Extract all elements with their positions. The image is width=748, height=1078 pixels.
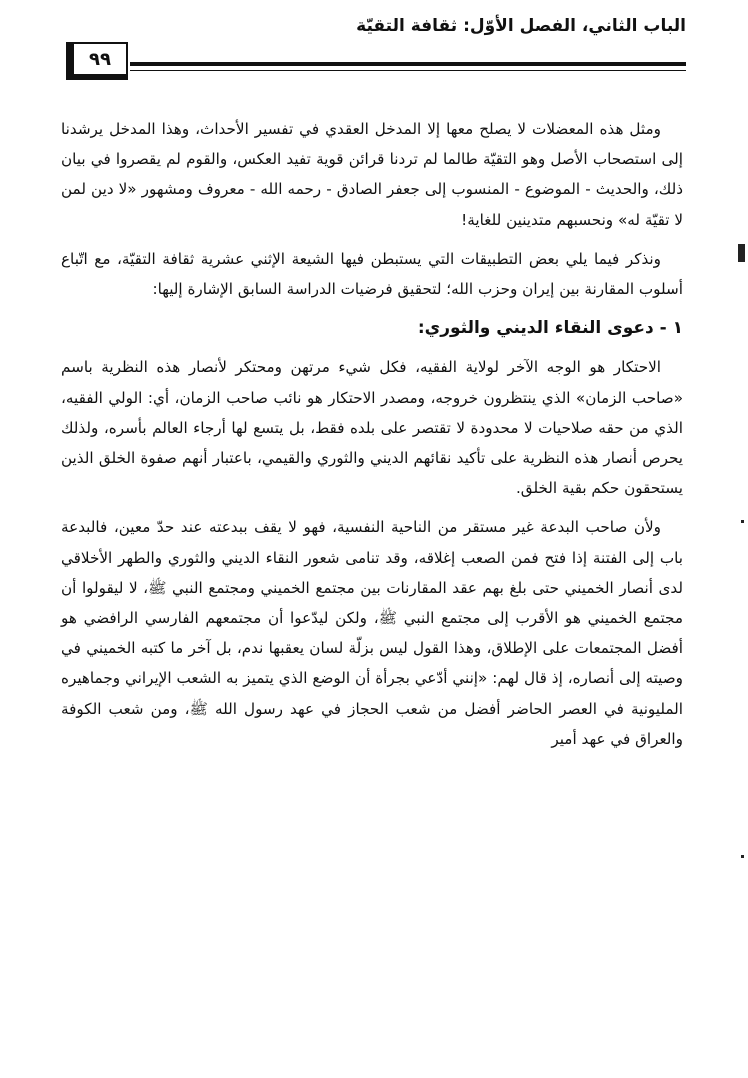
section-heading: ١ - دعوى النقاء الديني والثوري:	[417, 318, 683, 339]
body-text	[61, 114, 683, 754]
paragraph: ولأن صاحب البدعة غير مستقر من الناحية النفسية، فهو لا يقف ببدعته عند حدّ معين، فالبدعة باب إلى الفتنة إذا فتح فمن الصعب إغلاقه، وقد تنامى شعور النقاء الديني والثوري والطهر الأخلاقي لدى أنصار الخميني حتى بلغ بهم عقد المقارنات بين مجتمع الخميني ومجتمع النبي ﷺ، لا ليقولوا أن مجتمع الخميني هو الأقرب إلى مجتمع النبي ﷺ، ولكن ليدّعوا أن مجتمعهم الفارسي الرافضي هو أفضل المجتمعات على الإطلاق، وهذا القول ليس بزلّة لسان يعقبها ندم، بل آخر ما كتبه الخميني في وصيته إلى أنصاره، إذ قال لهم: «إنني أدّعي بجرأة أن الوضع الذي يتميز به الشعب الإيراني وجماهيره المليونية في العصر الحاضر أفضل من شعب الحجاز في عهد رسول الله ﷺ، ومن شعب الكوفة والعراق في عهد أمير	[61, 518, 683, 748]
page-number: ٩٩	[66, 42, 128, 80]
scan-speck	[738, 244, 745, 262]
header-rule-thin	[130, 70, 686, 71]
paragraph: الاحتكار هو الوجه الآخر لولاية الفقيه، فكل شيء مرتهن ومحتكر لأنصار هذه النظرية باسم «صاحب الزمان» الذي ينتظرون خروجه، ومصدر الاحتكار هو نائب صاحب الزمان، أي: الولي الفقيه، الذي من حقه صلاحيات لا محدودة لا تقتصر على بلده فقط، بل يتسع لها أرجاء العالم بأسره، ولذلك يحرص أنصار هذه النظرية على تأكيد نقائهم الديني والثوري والقيمي، باعتبار أنهم صفوة الخلق الذين يستحقون حكم بقية الخلق.	[61, 358, 683, 498]
scan-speck	[741, 855, 744, 858]
paragraph: ونذكر فيما يلي بعض التطبيقات التي يستبطن فيها الشيعة الإثني عشرية ثقافة التقيّة، مع اتّباع أسلوب المقارنة بين إيران وحزب الله؛ لتحقيق فرضيات الدراسة السابق الإشارة إليها:	[61, 249, 683, 299]
header-rule	[130, 62, 686, 66]
scan-speck	[741, 520, 744, 523]
paragraph: ومثل هذه المعضلات لا يصلح معها إلا المدخل العقدي في تفسير الأحداث، وهذا المدخل يرشدنا إلى استصحاب الأصل وهو التقيّة طالما لم تردنا قرائن قوية تفيد العكس، والقوم لم يقصروا في بيان ذلك، والحديث - الموضوع - المنسوب إلى جعفر الصادق - رحمه الله - معروف ومشهور «لا دين لمن لا تقيّة له» ونحسبهم متدينين للغاية!	[61, 120, 683, 229]
running-head: الباب الثاني، الفصل الأوّل: ثقافة التقيّة	[356, 16, 686, 36]
